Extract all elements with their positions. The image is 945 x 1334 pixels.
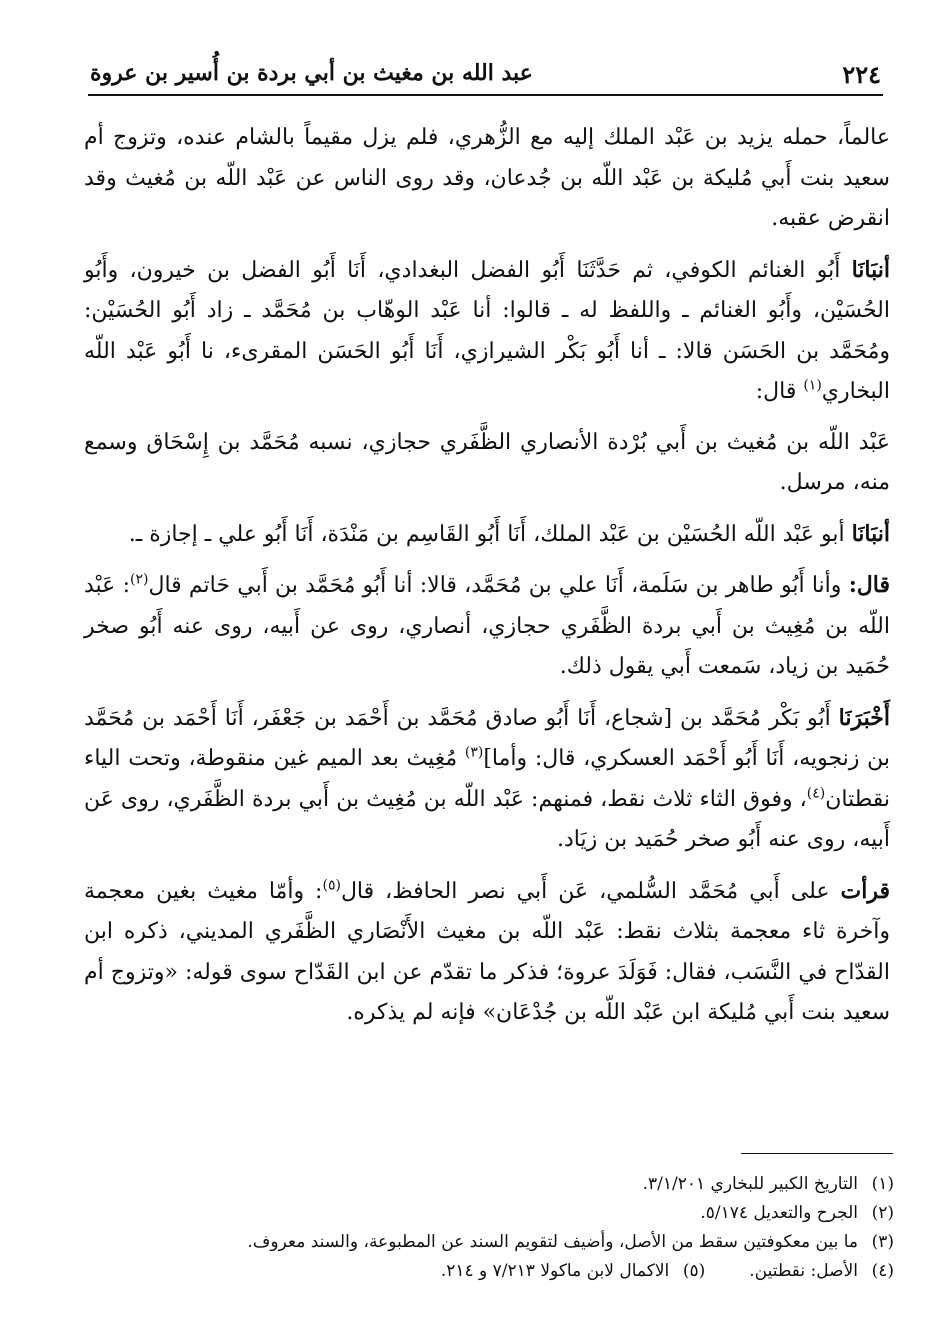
transmission-keyword: أَخْبَرَنَا (838, 704, 890, 731)
footnote-number: (٤) (871, 1261, 894, 1281)
transmission-keyword: قرأت (840, 877, 890, 904)
paragraph-1 (84, 118, 890, 240)
footnote-text: ما بين معكوفتين سقط من الأصل، وأضيف لتقويم السند عن المطبوعة، والسند معروف. (247, 1232, 858, 1252)
paragraph-6 (84, 698, 890, 861)
footnote-text: الاكمال لابن ماكولا ٧/٢١٣ و ٢١٤. (440, 1261, 670, 1281)
footnote-separator (741, 1153, 893, 1154)
paragraph-7 (84, 871, 890, 1034)
transmission-keyword: قال: (848, 572, 891, 598)
footnote-ref[interactable]: (١) (803, 377, 822, 394)
footnote-text: الأصل: نقطتين. (749, 1261, 858, 1281)
paragraph-text: عَبْد اللّه بن مُغيث بن أَبي بُرْدة الأنصاري الظَّفَري حجازي، نسبه مُحَمَّد بن إِسْحَاق وسمع منه، مرسل. (84, 429, 890, 495)
footnote-4-5 (84, 1257, 894, 1286)
paragraph-4 (84, 514, 890, 556)
paragraph-3 (84, 423, 890, 504)
paragraph-text: عالماً، حمله يزيد بن عَبْد الملك إليه مع الزُّهري، فلم يزل مقيماً بالشام عنده، وتزوج أم سعيد بنت أَبي مُليكة بن عَبْد اللّه بن جُدعان، وقد روى الناس عن عَبْد اللّه بن مُغيث وقد انقرض عقبه. (84, 125, 890, 231)
footnote-ref[interactable]: (٣) (464, 744, 484, 761)
paragraph-2 (84, 250, 890, 413)
footnote-ref[interactable]: (٤) (806, 785, 826, 802)
paragraph-text-tail: ، وفوق الثاء ثلاث نقط، فمنهم: عَبْد اللّه بن مُغِيث بن أَبي بردة الظَّفَري، روى عَن أَبيه، روى عنه أَبُو صخر حُمَيد بن زيَاد. (84, 786, 890, 852)
page-header (88, 56, 883, 96)
paragraph-text: وأنا أَبُو طاهر بن سَلَمة، أَنَا علي بن مُحَمَّد، قالا: أنا أَبُو مُحَمَّد بن أَبي حَاتم قال (148, 573, 849, 598)
footnote-number: (١) (871, 1174, 894, 1194)
paragraph-text: أَبُو بَكْر مُحَمَّد بن [شجاع، أَنَا أَبُو صادق مُحَمَّد بن أَحْمَد بن جَعْفَر، أَنَا أَحْمَد بن مُحَمَّد بن زنجويه، أَنَا أَبُو أَحْمَد العسكري، قال: وأما] (84, 705, 890, 771)
paragraph-text: أبو عَبْد اللّه الحُسَيْن بن عَبْد الملك، أَنَا أَبُو القَاسِم بن مَنْدَة، أَنَا أَبُو علي ـ إجازة ـ. (128, 521, 852, 547)
footnote-ref[interactable]: (٢) (129, 571, 149, 588)
footnotes (84, 1170, 894, 1286)
footnote-3 (84, 1228, 894, 1257)
footnote-number: (٥) (682, 1261, 706, 1281)
paragraph-text: على أَبي مُحَمَّد السُّلمي، عَن أَبي نصر الحافظ، قال (340, 878, 841, 904)
main-text (84, 118, 890, 1044)
paragraph-text: أَبُو الغنائم الكوفي، ثم حَدَّثَنَا أَبُو الفضل البغدادي، أَنَا أَبُو الفضل بن خيرون، وأَبُو الحُسَيْن، وأَبُو الغنائم ـ واللفظ له ـ قالوا: أنا عَبْد الوهّاب بن مُحَمَّد ـ زاد أَبُو الحُسَيْن: ومُحَمَّد بن الحَسَن قالا: ـ أنا أَبُو بَكْر الشيرازي، أَنَا أَبُو الحَسَن المقرىء، نا أَبُو عَبْد اللّه البخاري (84, 257, 890, 404)
footnote-1 (84, 1170, 894, 1199)
page-number: ٢٢٤ (842, 60, 881, 89)
paragraph-text-tail: : عَبْد اللّه بن مُغِيث بن أَبي بردة الظَّفَري حجازي، أنصاري، روى عن أَبيه، روى عنه أَبُو صخر حُمَيد بن زياد، سَمعت أَبي يقول ذلك. (84, 573, 890, 679)
footnote-text: التاريخ الكبير للبخاري ٣/١/٢٠١. (642, 1174, 858, 1194)
paragraph-text-tail: قال: (755, 379, 804, 404)
footnote-number: (٢) (871, 1203, 894, 1223)
paragraph-5 (84, 565, 890, 688)
footnote-number: (٣) (871, 1232, 894, 1252)
paragraph-text-tail: مُغِيث بعد الميم غين منقوطة، وتحت الياء نقطتان (84, 746, 890, 812)
transmission-keyword: أنبَانَا (851, 520, 890, 547)
footnote-2 (84, 1199, 894, 1228)
paragraph-text-tail: : وأمّا مغيث بغين معجمة وآخرة ثاء معجمة بثلاث نقط: عَبْد اللّه بن مغيث الأَنْصَاري الظَّفَري المديني، ذكره ابن القدّاح في النَّسَب، فقال: فَوَلَدَ عروة؛ فذكر ما تقدّم عن ابن القَدّاح سوى قوله: «وتزوج أم سعيد بنت أَبي مُليكة ابن عَبْد اللّه بن جُدْعَان» فإنه لم يذكره. (84, 878, 890, 1025)
transmission-keyword: أنبَانَا (851, 256, 890, 283)
footnote-ref[interactable]: (٥) (322, 877, 341, 894)
footnote-text: الجرح والتعديل ٥/١٧٤. (700, 1203, 858, 1223)
running-title: عبد الله بن مغيث بن أبي بردة بن أُسير بن عروة (90, 60, 533, 86)
